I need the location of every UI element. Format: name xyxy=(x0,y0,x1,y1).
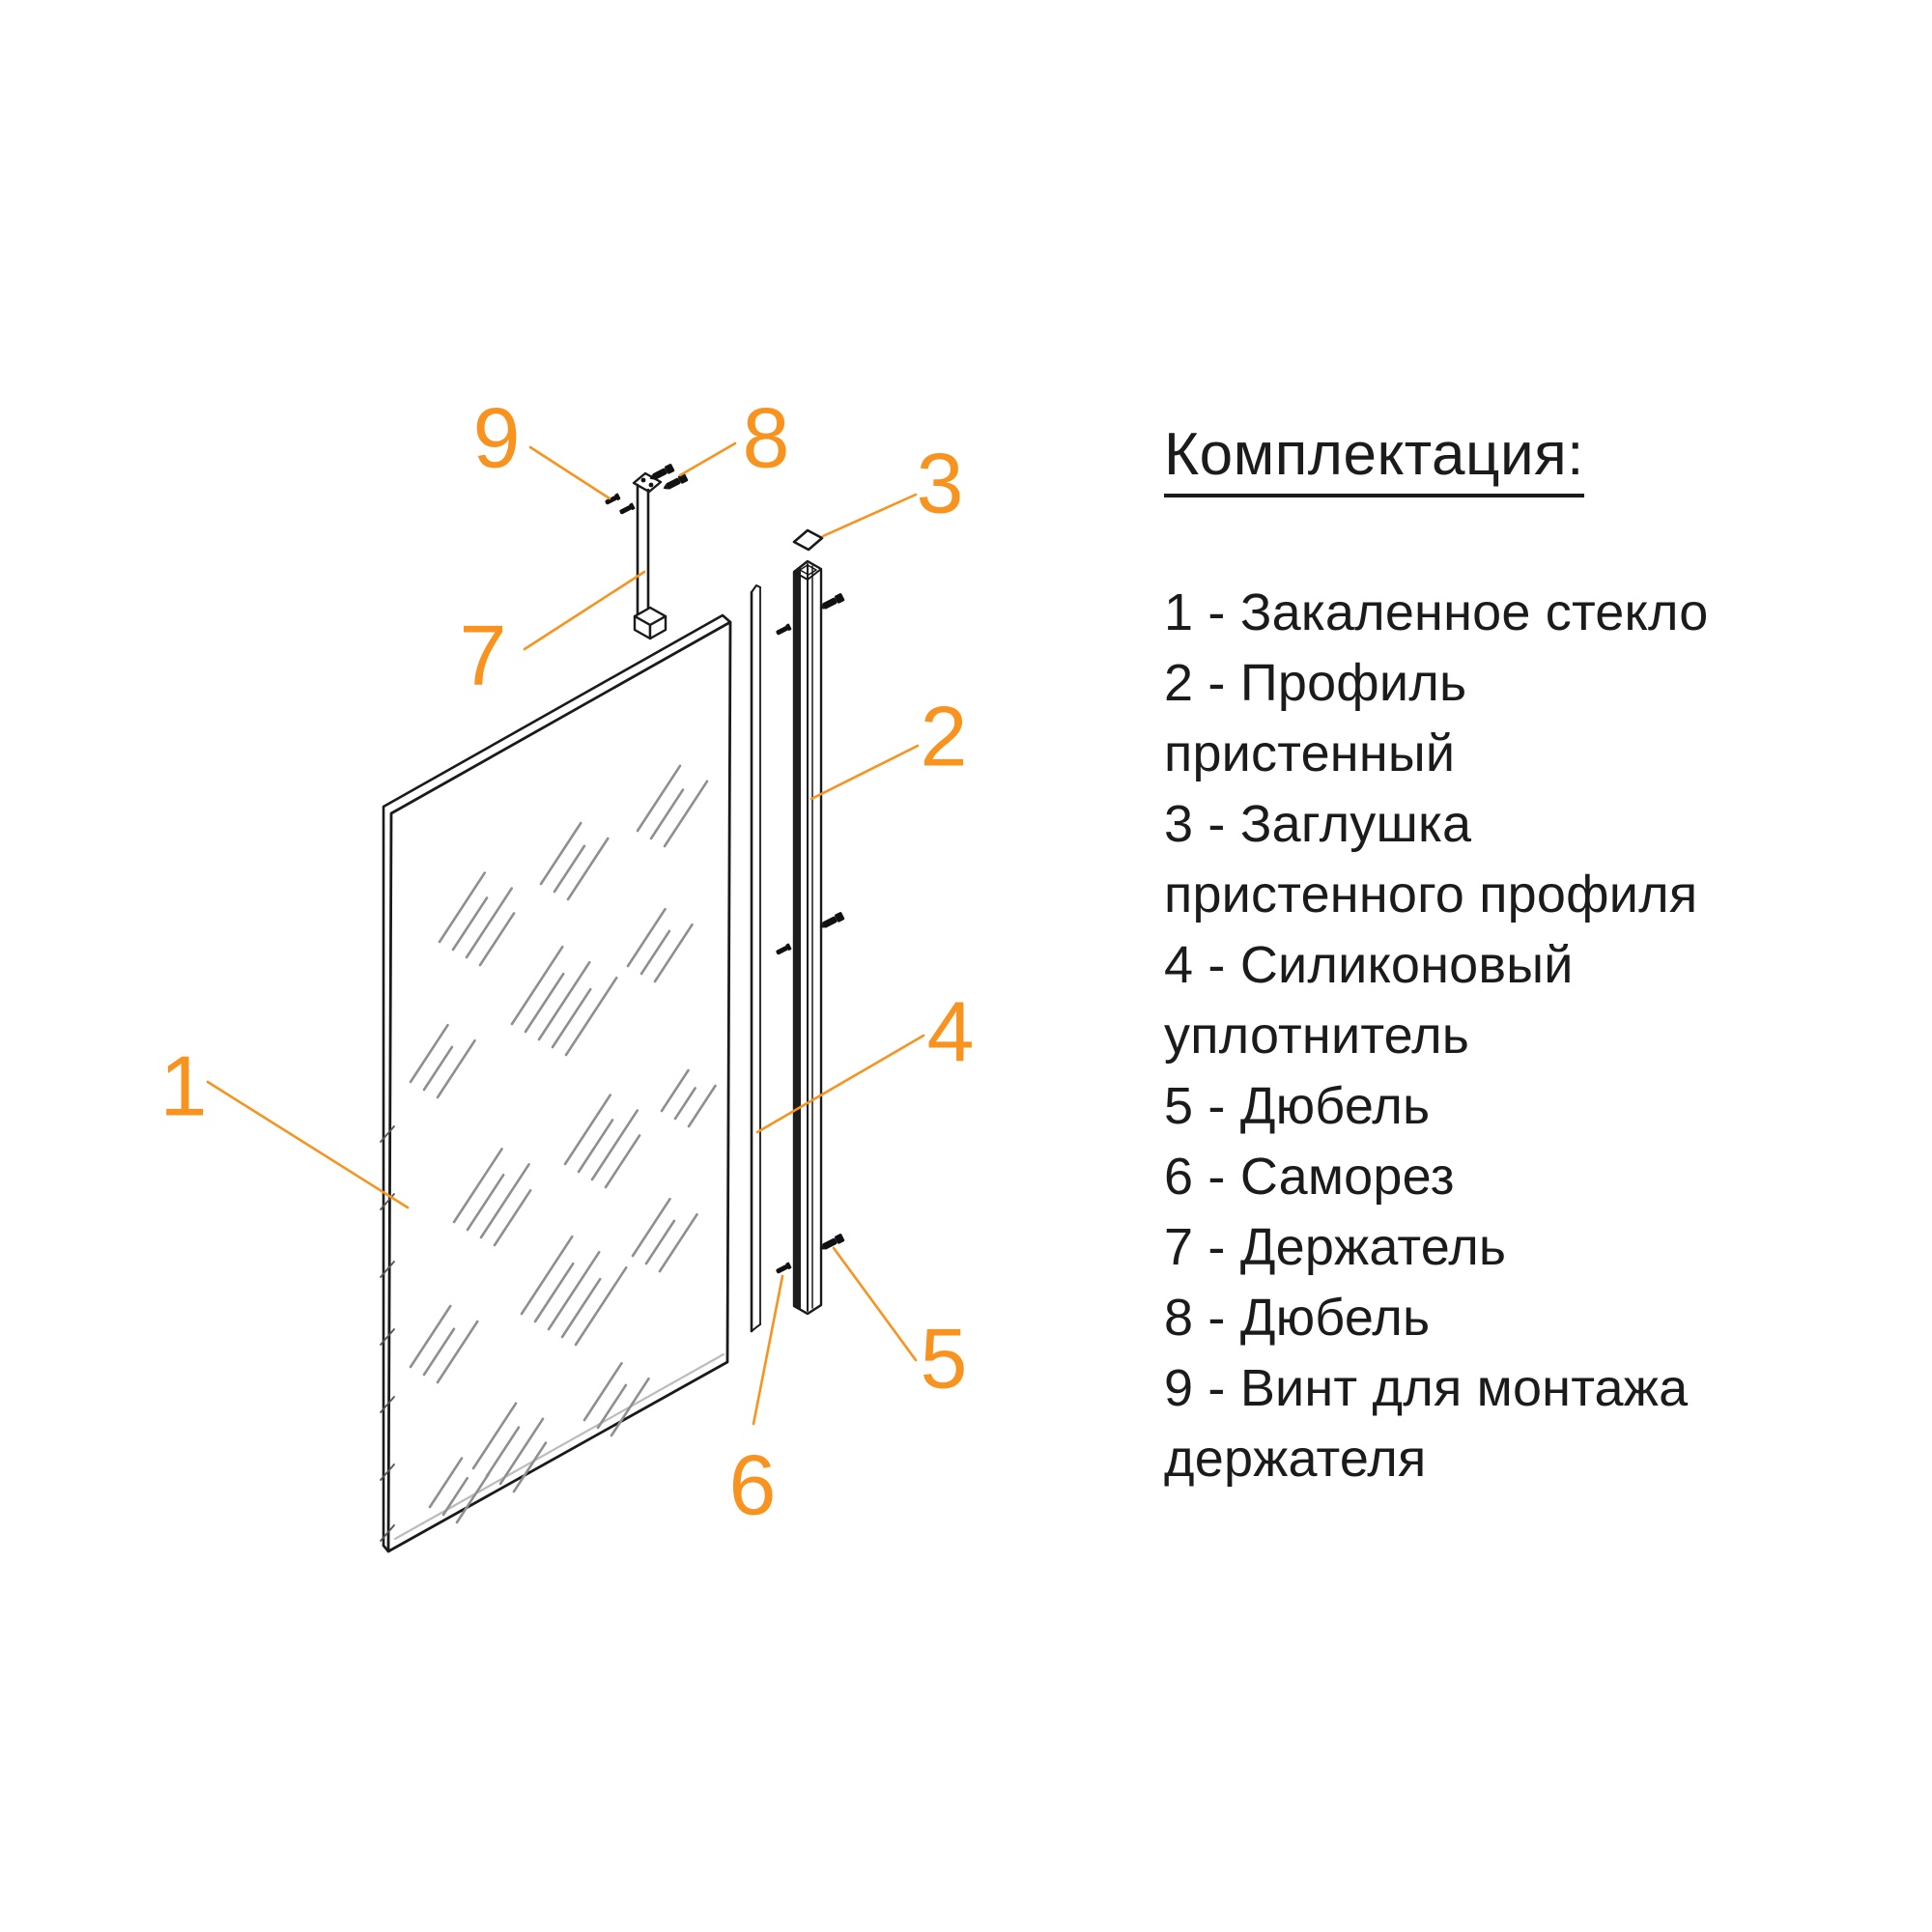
callout-number-4: 4 xyxy=(926,983,975,1080)
leader-line-4 xyxy=(757,1036,923,1132)
self-tapping-screw-icon xyxy=(775,623,791,637)
legend-item-8-line: 8 - Дюбель xyxy=(1164,1289,1431,1347)
glass-hatch-line xyxy=(473,1404,516,1468)
glass-hatch-line xyxy=(606,1135,639,1187)
glass-hatch-line xyxy=(541,823,581,884)
leader-line-8 xyxy=(680,443,735,475)
leader-line-1 xyxy=(208,1082,408,1208)
profile-cap xyxy=(794,530,822,550)
glass-hatch-line xyxy=(468,1175,503,1230)
glass-hatch-line xyxy=(584,1363,622,1420)
seal-top-cap xyxy=(752,585,760,592)
legend-item-9-line: 9 - Винт для монтажа xyxy=(1164,1359,1689,1417)
glass-hatch-line xyxy=(440,873,485,942)
glass-hatch-line xyxy=(660,1214,697,1271)
legend-item-3-line: 3 - Заглушка xyxy=(1164,795,1472,853)
silicone-seal xyxy=(752,585,760,1331)
dowel-icon xyxy=(662,473,689,493)
glass-hatch-line xyxy=(651,790,683,838)
glass-hatch-line xyxy=(481,1164,529,1237)
glass-hatch-line xyxy=(438,1040,475,1097)
glass-hatch-line xyxy=(438,1321,477,1382)
callout-number-1: 1 xyxy=(159,1037,208,1134)
legend-item-2-line: пристенный xyxy=(1164,724,1456,782)
tempered-glass xyxy=(381,615,730,1551)
legend-item-3-line: пристенного профиля xyxy=(1164,866,1698,923)
holder-bracket-hole xyxy=(649,483,654,488)
legend-panel xyxy=(1164,421,1710,1494)
mount-screw-icon xyxy=(604,493,620,506)
glass-hatch-line xyxy=(430,1459,462,1507)
self-tapping-screw-icon xyxy=(775,943,791,956)
mount-screw-icon xyxy=(618,502,635,516)
glass-hatch-line xyxy=(411,1306,450,1367)
glass-hatch-line xyxy=(480,913,514,965)
callout-number-5: 5 xyxy=(920,1310,968,1406)
glass-hatch-line xyxy=(453,897,487,950)
legend-item-7-line: 7 - Держатель xyxy=(1164,1218,1507,1276)
glass-hatch-line xyxy=(592,1111,638,1179)
glass-hatch-line xyxy=(487,1428,519,1476)
holder-mount-screws xyxy=(604,493,635,516)
callout-number-8: 8 xyxy=(742,389,790,486)
legend-item-2-line: 2 - Профиль xyxy=(1164,654,1467,712)
callout-layer xyxy=(160,390,975,1533)
glass-hatch-line xyxy=(553,989,590,1047)
glass-hatch-line xyxy=(565,1095,611,1164)
legend-items-list xyxy=(1164,578,1710,1494)
glass-hatch-line xyxy=(633,1199,670,1256)
seal-bottom-cap xyxy=(752,1324,760,1331)
callout-number-2: 2 xyxy=(920,688,968,784)
glass-hatch-line xyxy=(568,838,608,899)
wall-profile xyxy=(794,561,821,1314)
glass-hatch-line xyxy=(611,1378,649,1435)
callout-number-3: 3 xyxy=(916,435,964,531)
glass-hatch-line xyxy=(665,781,707,846)
callout-number-9: 9 xyxy=(472,389,521,486)
glass-hatch-line xyxy=(579,1120,612,1172)
callout-number-6: 6 xyxy=(728,1436,777,1533)
leader-line-3 xyxy=(823,495,916,536)
self-tapping-screw-icon xyxy=(775,1262,791,1275)
leader-line-5 xyxy=(834,1248,916,1360)
glass-holder xyxy=(634,473,666,639)
holder-bracket-hole xyxy=(641,478,646,483)
legend-item-5-line: 5 - Дюбель xyxy=(1164,1077,1431,1135)
leader-line-9 xyxy=(530,447,610,498)
glass-hatch-line xyxy=(526,974,563,1032)
glass-hatch-line xyxy=(554,846,584,892)
legend-item-4-line: 4 - Силиконовый xyxy=(1164,936,1574,994)
leader-line-2 xyxy=(811,746,918,799)
legend-item-1-line: 1 - Закаленное стекло xyxy=(1164,583,1709,641)
glass-hatch-line xyxy=(638,766,680,831)
glass-hatch-line xyxy=(500,1419,543,1484)
glass-hatch-line xyxy=(675,1089,696,1120)
legend-item-6-line: 6 - Саморез xyxy=(1164,1148,1455,1206)
glass-reflection-hatches xyxy=(381,766,716,1541)
glass-hatch-line xyxy=(495,1190,530,1245)
leader-line-6 xyxy=(753,1276,782,1424)
cap-plate xyxy=(794,530,822,550)
legend-title: Комплектация: xyxy=(1164,425,1584,497)
leader-line-7 xyxy=(525,572,644,649)
glass-hatch-line xyxy=(655,924,693,981)
legend-item-4-line: уплотнитель xyxy=(1164,1007,1470,1065)
glass-thickness-edge xyxy=(384,615,730,1546)
profile-dark-wall xyxy=(794,568,801,1310)
glass-hatch-line xyxy=(467,889,512,957)
glass-hatch-line xyxy=(562,1279,600,1337)
glass-hatch-line xyxy=(411,1025,448,1082)
glass-hatch-line xyxy=(628,909,666,966)
legend-item-9-line: держателя xyxy=(1164,1430,1427,1488)
glass-hatch-line xyxy=(424,1329,454,1375)
callout-number-7: 7 xyxy=(459,607,507,703)
glass-hatch-line xyxy=(454,1149,502,1222)
glass-hatch-line xyxy=(535,1264,573,1321)
